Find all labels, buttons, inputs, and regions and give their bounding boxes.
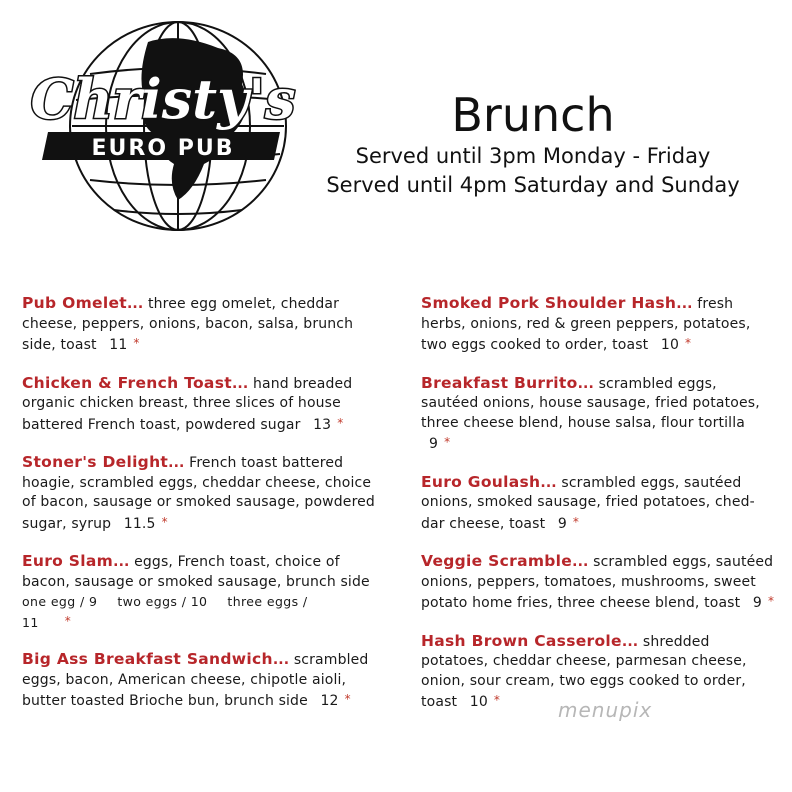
item-name: Euro Slam bbox=[22, 552, 114, 570]
menu-item-euro-goulash: Euro Goulash... scrambled eggs, sautéed onions, smoked sausage, fried potatoes, ched-dar cheese, toast 9 * bbox=[421, 472, 755, 532]
star-icon: * bbox=[337, 415, 344, 430]
menu-column-left bbox=[22, 294, 378, 730]
item-price: 10 bbox=[660, 337, 680, 353]
item-price: 13 bbox=[313, 416, 332, 433]
item-price: 11.5 bbox=[123, 515, 156, 532]
item-price: 9 bbox=[752, 595, 762, 611]
christys-euro-pub-logo bbox=[28, 14, 298, 236]
menu-item-veggie-scramble: Veggie Scramble... scrambled eggs, sautéed onions, peppers, tomatoes, mushrooms, sweet potato home fries, three cheese blend, toast 9 * bbox=[421, 552, 775, 611]
item-description: scrambled eggs, sautéed onions, house sausage, fried potatoes, three cheese blend, house salsa, flour tortilla bbox=[421, 375, 760, 431]
menu-column-right bbox=[421, 294, 777, 731]
menu-item-breakfast-burrito: Breakfast Burrito... scrambled eggs, sautéed onions, house sausage, fried potatoes, three cheese blend, house salsa, flour tortilla 9 * bbox=[421, 373, 760, 452]
option-two-eggs: two eggs / 10 bbox=[117, 594, 208, 609]
item-price: 9 bbox=[557, 515, 567, 532]
item-description: French toast battered hoagie, scrambled eggs, cheddar cheese, choice of bacon, sausage or smoked sausage, powdered sugar, syrup bbox=[22, 455, 375, 532]
item-options bbox=[22, 592, 378, 632]
item-description: shredded potatoes, cheddar cheese, parmesan cheese, onion, sour cream, two eggs cooked to order, toast bbox=[421, 633, 747, 710]
option-one-egg: one egg / 9 bbox=[22, 594, 98, 609]
menu-item-hash-brown-casserole: Hash Brown Casserole... shredded potatoes, cheddar cheese, parmesan cheese, onion, sour cream, two eggs cooked to order, toast 10 * bbox=[421, 631, 747, 710]
menu-item-stoners-delight: Stoner's Delight... French toast battered hoagie, scrambled eggs, cheddar cheese, choice of bacon, sausage or smoked sausage, powdered sugar, syrup 11.5 * bbox=[22, 453, 375, 532]
item-name: Pub Omelet bbox=[22, 294, 127, 312]
item-name: Hash Brown Casserole bbox=[421, 631, 622, 650]
item-description: fresh herbs, onions, red & green peppers, potatoes, two eggs cooked to order, toast bbox=[421, 296, 751, 353]
item-price: 11 bbox=[109, 337, 128, 353]
menu-item-pub-omelet: Pub Omelet... three egg omelet, cheddar cheese, peppers, onions, bacon, salsa, brunch side, toast 11 * bbox=[22, 294, 354, 353]
item-name: Big Ass Breakfast Sandwich bbox=[22, 650, 273, 668]
option-three-eggs: three eggs / 11 bbox=[22, 594, 308, 630]
logo-name: Christy's bbox=[30, 67, 296, 131]
item-price: 9 bbox=[429, 436, 439, 452]
item-name: Euro Goulash bbox=[421, 472, 541, 491]
star-icon: * bbox=[161, 514, 168, 529]
item-description: scrambled eggs, bacon, American cheese, chipotle aioli, butter toasted Brioche bun, brunch side bbox=[22, 652, 369, 709]
star-icon: * bbox=[64, 613, 72, 628]
menu-header bbox=[290, 88, 776, 200]
item-description: three egg omelet, cheddar cheese, peppers, onions, bacon, salsa, brunch side, toast bbox=[22, 296, 354, 353]
item-name: Chicken & French Toast bbox=[22, 373, 232, 392]
menu-item-chicken-french-toast: Chicken & French Toast... hand breaded organic chicken breast, three slices of house battered French toast, powdered sugar 13 * bbox=[22, 373, 353, 433]
item-description: hand breaded organic chicken breast, three slices of house battered French toast, powdered sugar bbox=[22, 375, 353, 433]
item-description: scrambled eggs, sautéed onions, peppers, tomatoes, mushrooms, sweet potato home fries, three cheese blend, toast bbox=[421, 554, 774, 611]
item-description: eggs, French toast, choice of bacon, sausage or smoked sausage, brunch side bbox=[22, 554, 370, 590]
item-name: Stoner's Delight bbox=[22, 453, 169, 471]
item-price: 10 bbox=[469, 694, 488, 710]
menu-item-smoked-pork-shoulder-hash: Smoked Pork Shoulder Hash... fresh herbs, onions, red & green peppers, potatoes, two eggs cooked to order, toast 10 * bbox=[421, 294, 751, 353]
item-price: 12 bbox=[320, 693, 339, 709]
logo-subtitle: EURO PUB bbox=[91, 136, 235, 161]
star-icon: * bbox=[133, 336, 140, 350]
item-name: Breakfast Burrito bbox=[421, 373, 578, 392]
item-description: scrambled eggs, sautéed onions, smoked sausage, fried potatoes, ched-dar cheese, toast bbox=[421, 474, 755, 532]
star-icon: * bbox=[572, 514, 580, 529]
star-icon: * bbox=[493, 693, 501, 707]
star-icon: * bbox=[444, 435, 451, 449]
menu-item-euro-slam: Euro Slam... eggs, French toast, choice of bacon, sausage or smoked sausage, brunch side one egg / 9 two eggs / 10 three eggs / 11 * bbox=[22, 552, 378, 632]
star-icon: * bbox=[344, 692, 351, 706]
hours-weekend: Served until 4pm Saturday and Sunday bbox=[326, 173, 740, 197]
hours-weekday: Served until 3pm Monday - Friday bbox=[355, 144, 711, 168]
page-title: Brunch bbox=[451, 88, 615, 142]
item-name: Smoked Pork Shoulder Hash bbox=[421, 294, 677, 312]
item-name: Veggie Scramble bbox=[421, 552, 573, 570]
star-icon: * bbox=[685, 336, 692, 350]
watermark: menupix bbox=[558, 698, 653, 722]
menu-item-big-ass-breakfast-sandwich: Big Ass Breakfast Sandwich... scrambled eggs, bacon, American cheese, chipotle aioli, butter toasted Brioche bun, brunch side 12 * bbox=[22, 650, 369, 709]
star-icon: * bbox=[767, 594, 775, 608]
